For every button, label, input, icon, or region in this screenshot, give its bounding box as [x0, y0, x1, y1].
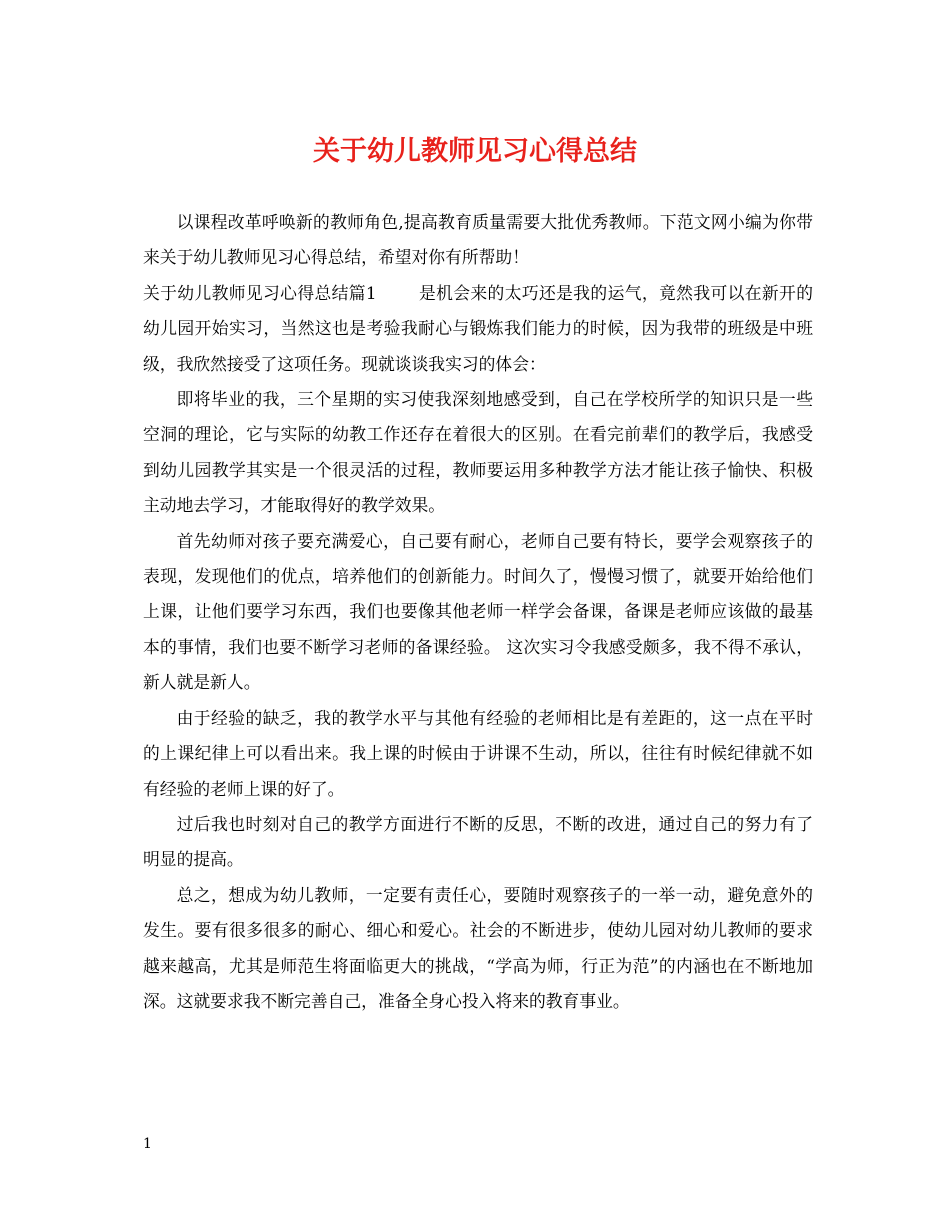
body-paragraph-4: 过后我也时刻对自己的教学方面进行不断的反思，不断的改进，通过自己的努力有了明显的提高。 — [143, 813, 813, 870]
section-first-text: 是机会来的太巧还是我的运气，竟然我可以在新开的幼儿园开始实习，当然这也是考验我耐心与锻炼我们能力的时候，因为我带的班级是中班级，我欣然接受了这项任务。现就谈谈我实习的体会： — [143, 282, 813, 374]
section-heading: 关于幼儿教师见习心得总结篇1 — [143, 282, 377, 303]
section-first-paragraph — [143, 276, 813, 382]
document-body — [143, 205, 813, 1019]
body-paragraph-5: 总之，想成为幼儿教师，一定要有责任心，要随时观察孩子的一举一动，避免意外的发生。要有很多很多的耐心、细心和爱心。社会的不断进步，使幼儿园对幼儿教师的要求越来越高，尤其是师范生将面临更大的挑战，“学高为师，行正为范”的内涵也在不断地加深。这就要求我不断完善自己，准备全身心投入将来的教育事业。 — [143, 884, 813, 1011]
body-paragraph-3: 由于经验的缺乏，我的教学水平与其他有经验的老师相比是有差距的，这一点在平时的上课纪律上可以看出来。我上课的时候由于讲课不生动，所以，往往有时候纪律就不如有经验的老师上课的好了。 — [143, 707, 813, 799]
intro-paragraph: 以课程改革呼唤新的教师角色,提高教育质量需要大批优秀教师。下范文网小编为你带来关于幼儿教师见习心得总结，希望对你有所帮助！ — [143, 212, 813, 268]
body-paragraph-2: 首先幼师对孩子要充满爱心，自己要有耐心，老师自己要有特长，要学会观察孩子的表现，发现他们的优点，培养他们的创新能力。时间久了，慢慢习惯了，就要开始给他们上课，让他们要学习东西，我们也要像其他老师一样学会备课，备课是老师应该做的最基本的事情，我们也要不断学习老师的备课经验。 这次实习令我感受颇多，我不得不承认，新人就是新人。 — [143, 530, 813, 693]
page-number: 1 — [143, 1136, 152, 1152]
document-title: 关于幼儿教师见习心得总结 — [313, 136, 637, 167]
body-paragraph-1: 即将毕业的我，三个星期的实习使我深刻地感受到，自己在学校所学的知识只是一些空洞的理论，它与实际的幼教工作还存在着很大的区别。在看完前辈们的教学后，我感受到幼儿园教学其实是一个很灵活的过程，教师要运用多种教学方法才能让孩子愉快、积极主动地去学习，才能取得好的教学效果。 — [143, 389, 813, 516]
